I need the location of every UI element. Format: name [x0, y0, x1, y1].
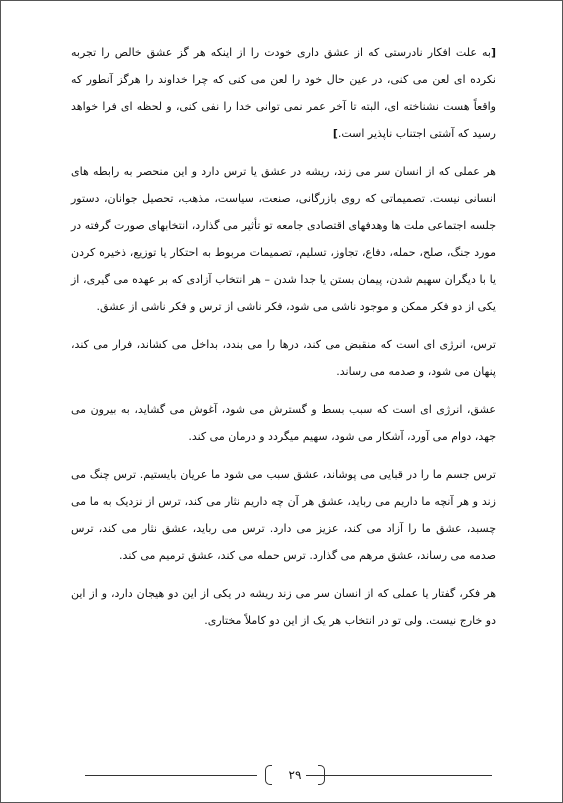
page-footer	[85, 763, 492, 789]
paragraph-4: عشق، انرژی ای است که سبب بسط و گسترش می شود، آغوش می گشاید، به بیرون می جهد، دوام می آورد، آشکار می شود، سهیم میگردد و درمان می کند.	[71, 403, 496, 443]
close-bracket: ]	[332, 127, 338, 140]
paragraph-3: ترس، انرژی ای است که منقبض می کند، درها را می بندد، بداخل می کشاند، فرار می کند، پنهان می شود، و صدمه می رساند.	[71, 338, 496, 378]
paragraph-1	[71, 39, 496, 147]
paragraph-6: هر فکر، گفتار یا عملی که از انسان سر می زند ریشه در یکی از این دو هیجان دارد، و از این دو خارج نیست. ولی تو در انتخاب هر یک از این دو کاملاً مختاری.	[71, 587, 496, 627]
page-body	[71, 39, 496, 645]
open-bracket: [	[490, 46, 496, 59]
bracket-left-icon	[265, 765, 272, 785]
footer-rule-left	[85, 775, 257, 776]
footer-rule-right	[306, 775, 492, 776]
paragraph-2: هر عملی که از انسان سر می زند، ریشه در عشق یا ترس دارد و این منحصر به رابطه های انسانی نیست. تصمیماتی که روی بازرگانی، صنعت، سیاست، مذهب، تحصیل جوانان، دستور جلسه اجتماعی ملت ها وهدفهای اقتصادی جامعه تو تأثیر می گذارد، انتخابهای صورت گرفته در مورد جنگ، صلح، حمله، دفاع، تجاوز، تسلیم، تصمیمات مربوط به احتکار یا توزیع، ذخیره کردن یا با دیگران سهیم شدن، پیمان بستن یا جدا شدن – هر انتخاب آزادی که بر عهده می گیری، از یکی از دو فکر ممکن و موجود ناشی می شود، فکر ناشی از ترس و فکر ناشی از عشق.	[71, 165, 496, 313]
paragraph-1-text: به علت افکار نادرستی که از عشق داری خودت را از اینکه هر گز عشق خالص را تجربه نکرده ای لعن می کنی، در عین حال خود را لعن می کنی که چرا خداوند را هرگز آنطور که واقعاً هست نشناخته ای، البته تا آخر عمر نمی توانی خدا را نفی کنی، و لحظه ای فرا خواهد رسید که آشتی اجتناب ناپذیر است.	[71, 46, 496, 140]
page-number: ۲۹	[288, 768, 302, 782]
paragraph-5: ترس جسم ما را در قبایی می پوشاند، عشق سبب می شود ما عریان بایستیم. ترس چنگ می زند و هر آنچه ما داریم می رباید، عشق هر آن چه داریم نثار می کند، ترس از نزدیک به ما می چسبد، عشق ما را آزاد می کند، عزیز می دارد. ترس می رباید، عشق نثار می کند، ترس صدمه می رساند، عشق مرهم می گذارد. ترس حمله می کند، عشق ترمیم می کند.	[71, 468, 496, 562]
